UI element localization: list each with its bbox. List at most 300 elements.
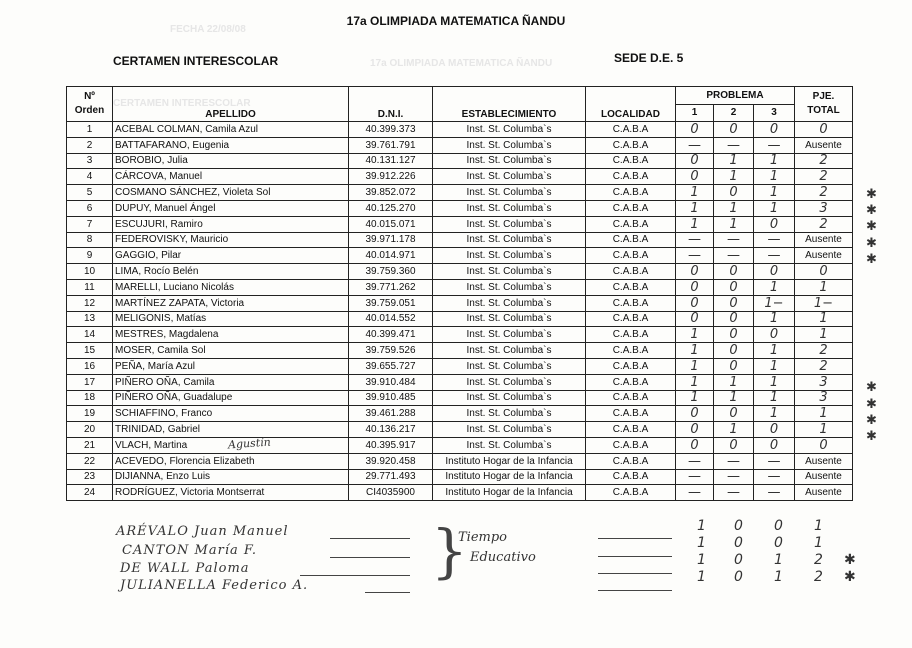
extra-name-2: CANTON María F. bbox=[122, 543, 257, 558]
row-number: 2 bbox=[67, 137, 113, 153]
row-dni: 40.395.917 bbox=[349, 437, 433, 453]
row-score-p2: 1 bbox=[714, 169, 754, 185]
row-score-p1: — bbox=[676, 137, 714, 153]
row-localidad: C.A.B.A bbox=[586, 406, 676, 422]
row-localidad: C.A.B.A bbox=[586, 485, 676, 501]
row-score-p3: 1 bbox=[754, 153, 795, 169]
row-number: 9 bbox=[67, 248, 113, 264]
table-row bbox=[67, 248, 853, 264]
table-row bbox=[67, 169, 853, 185]
table-row bbox=[67, 153, 853, 169]
row-score-p3: 0 bbox=[754, 422, 795, 438]
row-score-p1: 0 bbox=[676, 122, 714, 138]
row-score-p3: 0 bbox=[754, 264, 795, 280]
row-name: ACEVEDO, Florencia Elizabeth bbox=[113, 453, 349, 469]
row-name: VLACH, Martina bbox=[113, 437, 349, 453]
col-p1: 1 bbox=[676, 104, 714, 122]
row-score-p2: 1 bbox=[714, 374, 754, 390]
extra-score-star: ✱ bbox=[844, 569, 856, 585]
extra-score-p1: 1 bbox=[697, 535, 706, 551]
row-score-p2: 0 bbox=[714, 358, 754, 374]
table-row bbox=[67, 327, 853, 343]
extra-score-p1: 1 bbox=[697, 518, 706, 534]
row-number: 5 bbox=[67, 185, 113, 201]
row-total: 3 bbox=[795, 374, 853, 390]
row-score-p3: 1 bbox=[754, 343, 795, 359]
row-localidad: C.A.B.A bbox=[586, 358, 676, 374]
row-total: 2 bbox=[795, 153, 853, 169]
row-number: 13 bbox=[67, 311, 113, 327]
row-score-p1: — bbox=[676, 469, 714, 485]
row-localidad: C.A.B.A bbox=[586, 169, 676, 185]
row-number: 21 bbox=[67, 437, 113, 453]
row-score-p3: 1 bbox=[754, 311, 795, 327]
col-apellido: APELLIDO bbox=[113, 87, 349, 122]
row-score-p3: 0 bbox=[754, 437, 795, 453]
row-dni: 29.771.493 bbox=[349, 469, 433, 485]
row-total: Ausente bbox=[795, 469, 853, 485]
row-establecimiento: Inst. St. Columba`s bbox=[433, 343, 586, 359]
table-row bbox=[67, 216, 853, 232]
table-row bbox=[67, 437, 853, 453]
group-brace: } bbox=[431, 517, 468, 585]
row-score-p2: 1 bbox=[714, 200, 754, 216]
row-total: Ausente bbox=[795, 485, 853, 501]
check-mark: ✱ bbox=[866, 203, 877, 219]
row-dni: 40.014.971 bbox=[349, 248, 433, 264]
row-dni: 40.399.373 bbox=[349, 122, 433, 138]
row-number: 23 bbox=[67, 469, 113, 485]
row-dni: 40.125.270 bbox=[349, 200, 433, 216]
row-total: 2 bbox=[795, 216, 853, 232]
row-name: BATTAFARANO, Eugenia bbox=[113, 137, 349, 153]
row-number: 7 bbox=[67, 216, 113, 232]
extra-score-p2: 0 bbox=[734, 569, 743, 585]
extra-name-4: JULIANELLA Federico A. bbox=[120, 578, 309, 593]
col-p3: 3 bbox=[754, 104, 795, 122]
row-name: CÁRCOVA, Manuel bbox=[113, 169, 349, 185]
row-name: SCHIAFFINO, Franco bbox=[113, 406, 349, 422]
row-establecimiento: Inst. St. Columba`s bbox=[433, 311, 586, 327]
row-number: 12 bbox=[67, 295, 113, 311]
col-problema: PROBLEMA bbox=[676, 87, 795, 105]
sede-label: SEDE D.E. 5 bbox=[614, 51, 684, 65]
row-score-p1: — bbox=[676, 232, 714, 248]
extra-underline bbox=[300, 575, 410, 576]
row-establecimiento: Inst. St. Columba`s bbox=[433, 406, 586, 422]
row-score-p2: — bbox=[714, 453, 754, 469]
row-score-p1: 0 bbox=[676, 422, 714, 438]
row-score-p1: 0 bbox=[676, 295, 714, 311]
row-score-p3: — bbox=[754, 232, 795, 248]
extra-score-p1: 1 bbox=[697, 569, 706, 585]
row-score-p2: 1 bbox=[714, 153, 754, 169]
row-number: 19 bbox=[67, 406, 113, 422]
table-row bbox=[67, 390, 853, 406]
row-number: 11 bbox=[67, 279, 113, 295]
extra-underline bbox=[598, 573, 672, 574]
row-score-p3: — bbox=[754, 453, 795, 469]
check-mark: ✱ bbox=[866, 396, 877, 412]
extra-underline bbox=[598, 556, 672, 557]
row-establecimiento: Inst. St. Columba`s bbox=[433, 390, 586, 406]
table-row bbox=[67, 343, 853, 359]
row-total: 1 bbox=[795, 422, 853, 438]
row-dni: 39.759.526 bbox=[349, 343, 433, 359]
row-establecimiento: Inst. St. Columba`s bbox=[433, 200, 586, 216]
row-total: 2 bbox=[795, 343, 853, 359]
row-localidad: C.A.B.A bbox=[586, 137, 676, 153]
row-dni: CI4035900 bbox=[349, 485, 433, 501]
bleed-through-text: CERTAMEN INTERESCOLAR bbox=[113, 98, 251, 109]
row-dni: 40.136.217 bbox=[349, 422, 433, 438]
row-number: 24 bbox=[67, 485, 113, 501]
row-dni: 39.759.051 bbox=[349, 295, 433, 311]
row-dni: 40.399.471 bbox=[349, 327, 433, 343]
row-establecimiento: Inst. St. Columba`s bbox=[433, 122, 586, 138]
group-label-tiempo: Tiempo bbox=[458, 530, 507, 545]
row-name: FEDEROVISKY, Mauricio bbox=[113, 232, 349, 248]
row-localidad: C.A.B.A bbox=[586, 390, 676, 406]
row-establecimiento: Inst. St. Columba`s bbox=[433, 137, 586, 153]
row-score-p1: 0 bbox=[676, 264, 714, 280]
row-score-p1: 0 bbox=[676, 437, 714, 453]
row-total: 1 bbox=[795, 311, 853, 327]
row-establecimiento: Instituto Hogar de la Infancia bbox=[433, 485, 586, 501]
table-row bbox=[67, 200, 853, 216]
table-row bbox=[67, 358, 853, 374]
row-score-p3: 1 bbox=[754, 406, 795, 422]
row-number: 3 bbox=[67, 153, 113, 169]
row-localidad: C.A.B.A bbox=[586, 469, 676, 485]
row-score-p1: 0 bbox=[676, 279, 714, 295]
row-dni: 39.771.262 bbox=[349, 279, 433, 295]
row-establecimiento: Inst. St. Columba`s bbox=[433, 169, 586, 185]
row-total: 1 bbox=[795, 327, 853, 343]
row-score-p2: 0 bbox=[714, 122, 754, 138]
extra-score-total: 1 bbox=[814, 535, 823, 551]
row-localidad: C.A.B.A bbox=[586, 374, 676, 390]
row-dni: 39.655.727 bbox=[349, 358, 433, 374]
row-dni: 39.910.484 bbox=[349, 374, 433, 390]
row-score-p3: 0 bbox=[754, 122, 795, 138]
row-score-p2: — bbox=[714, 485, 754, 501]
row-dni: 39.852.072 bbox=[349, 185, 433, 201]
col-dni: D.N.I. bbox=[349, 87, 433, 122]
row-name: DUPUY, Manuel Ángel bbox=[113, 200, 349, 216]
row-number: 20 bbox=[67, 422, 113, 438]
col-orden: Nº Orden bbox=[67, 87, 113, 122]
row-name: PEÑA, María Azul bbox=[113, 358, 349, 374]
row-score-p3: 1 bbox=[754, 169, 795, 185]
row-score-p3: 1 bbox=[754, 374, 795, 390]
row-score-p3: 1− bbox=[754, 295, 795, 311]
row-establecimiento: Inst. St. Columba`s bbox=[433, 358, 586, 374]
extra-score-p2: 0 bbox=[734, 535, 743, 551]
row-localidad: C.A.B.A bbox=[586, 185, 676, 201]
row-score-p3: — bbox=[754, 137, 795, 153]
row-score-p1: 1 bbox=[676, 216, 714, 232]
check-mark: ✱ bbox=[866, 428, 877, 444]
check-mark: ✱ bbox=[866, 251, 877, 267]
row-dni: 39.971.178 bbox=[349, 232, 433, 248]
col-localidad: LOCALIDAD bbox=[586, 87, 676, 122]
bleed-through-text: 17a OLIMPIADA MATEMATICA ÑANDU bbox=[370, 58, 553, 69]
row-score-p2: 0 bbox=[714, 437, 754, 453]
table-row bbox=[67, 374, 853, 390]
row-number: 1 bbox=[67, 122, 113, 138]
row-score-p1: 0 bbox=[676, 311, 714, 327]
row-score-p3: 0 bbox=[754, 216, 795, 232]
row-score-p3: 1 bbox=[754, 200, 795, 216]
extra-score-total: 1 bbox=[814, 518, 823, 534]
row-score-p1: 1 bbox=[676, 185, 714, 201]
row-localidad: C.A.B.A bbox=[586, 232, 676, 248]
row-name: PIÑERO OÑA, Camila bbox=[113, 374, 349, 390]
extra-score-star: ✱ bbox=[844, 552, 856, 568]
row-score-p2: 1 bbox=[714, 216, 754, 232]
row-score-p2: 0 bbox=[714, 406, 754, 422]
row-score-p2: — bbox=[714, 232, 754, 248]
row-name: MARTÍNEZ ZAPATA, Victoria bbox=[113, 295, 349, 311]
handwritten-note: Agustín bbox=[227, 435, 272, 452]
row-score-p3: 1 bbox=[754, 358, 795, 374]
row-name: ACEBAL COLMAN, Camila Azul bbox=[113, 122, 349, 138]
row-localidad: C.A.B.A bbox=[586, 453, 676, 469]
row-total: 3 bbox=[795, 200, 853, 216]
row-name: MESTRES, Magdalena bbox=[113, 327, 349, 343]
extra-underline bbox=[598, 590, 672, 591]
extra-score-total: 2 bbox=[814, 569, 823, 585]
row-number: 16 bbox=[67, 358, 113, 374]
check-mark: ✱ bbox=[866, 412, 877, 428]
col-establecimiento: ESTABLECIMIENTO bbox=[433, 87, 586, 122]
table-row bbox=[67, 137, 853, 153]
row-localidad: C.A.B.A bbox=[586, 327, 676, 343]
extra-underline bbox=[330, 538, 410, 539]
row-score-p2: — bbox=[714, 469, 754, 485]
row-score-p2: 0 bbox=[714, 185, 754, 201]
row-score-p3: — bbox=[754, 248, 795, 264]
row-number: 6 bbox=[67, 200, 113, 216]
row-score-p1: 0 bbox=[676, 169, 714, 185]
page-title: 17a OLIMPIADA MATEMATICA ÑANDU bbox=[346, 14, 566, 28]
row-name: RODRÍGUEZ, Victoria Montserrat bbox=[113, 485, 349, 501]
group-label-educativo: Educativo bbox=[470, 550, 536, 565]
row-name: COSMANO SÁNCHEZ, Violeta Sol bbox=[113, 185, 349, 201]
row-score-p1: 1 bbox=[676, 374, 714, 390]
row-establecimiento: Inst. St. Columba`s bbox=[433, 232, 586, 248]
row-establecimiento: Inst. St. Columba`s bbox=[433, 374, 586, 390]
row-score-p2: 0 bbox=[714, 311, 754, 327]
row-establecimiento: Inst. St. Columba`s bbox=[433, 295, 586, 311]
row-score-p3: 0 bbox=[754, 327, 795, 343]
row-score-p1: 1 bbox=[676, 327, 714, 343]
row-score-p3: — bbox=[754, 469, 795, 485]
check-mark: ✱ bbox=[866, 380, 877, 396]
row-total: 3 bbox=[795, 390, 853, 406]
row-number: 10 bbox=[67, 264, 113, 280]
row-establecimiento: Inst. St. Columba`s bbox=[433, 185, 586, 201]
row-name: ESCUJURI, Ramiro bbox=[113, 216, 349, 232]
extra-underline bbox=[330, 557, 410, 558]
row-total: 0 bbox=[795, 437, 853, 453]
row-localidad: C.A.B.A bbox=[586, 122, 676, 138]
table-row bbox=[67, 185, 853, 201]
total-label: TOTAL bbox=[807, 105, 840, 116]
row-score-p2: — bbox=[714, 137, 754, 153]
row-localidad: C.A.B.A bbox=[586, 437, 676, 453]
row-establecimiento: Inst. St. Columba`s bbox=[433, 264, 586, 280]
row-number: 18 bbox=[67, 390, 113, 406]
row-score-p1: — bbox=[676, 248, 714, 264]
row-score-p2: 0 bbox=[714, 279, 754, 295]
row-dni: 39.761.791 bbox=[349, 137, 433, 153]
row-total: 0 bbox=[795, 122, 853, 138]
certamen-label: CERTAMEN INTERESCOLAR bbox=[113, 54, 279, 68]
row-name: PIÑERO OÑA, Guadalupe bbox=[113, 390, 349, 406]
row-localidad: C.A.B.A bbox=[586, 200, 676, 216]
header-row bbox=[67, 87, 853, 105]
extra-score-p1: 1 bbox=[697, 552, 706, 568]
row-total: 1− bbox=[795, 295, 853, 311]
table-row bbox=[67, 122, 853, 138]
check-mark: ✱ bbox=[866, 187, 877, 203]
extra-score-p2: 0 bbox=[734, 552, 743, 568]
row-name: MARELLI, Luciano Nicolás bbox=[113, 279, 349, 295]
check-mark: ✱ bbox=[866, 235, 877, 251]
row-score-p2: — bbox=[714, 248, 754, 264]
row-dni: 40.015.071 bbox=[349, 216, 433, 232]
table-row bbox=[67, 485, 853, 501]
row-name: MELIGONIS, Matías bbox=[113, 311, 349, 327]
row-score-p1: — bbox=[676, 485, 714, 501]
row-total: 1 bbox=[795, 406, 853, 422]
row-establecimiento: Inst. St. Columba`s bbox=[433, 437, 586, 453]
row-establecimiento: Instituto Hogar de la Infancia bbox=[433, 453, 586, 469]
extra-underline bbox=[365, 592, 410, 593]
extra-underline bbox=[598, 538, 672, 539]
row-establecimiento: Inst. St. Columba`s bbox=[433, 248, 586, 264]
table-row bbox=[67, 264, 853, 280]
extra-name-3: DE WALL Paloma bbox=[120, 561, 250, 576]
row-total: Ausente bbox=[795, 453, 853, 469]
row-total: 0 bbox=[795, 264, 853, 280]
row-name: MOSER, Camila Sol bbox=[113, 343, 349, 359]
col-p2: 2 bbox=[714, 104, 754, 122]
extra-score-p2: 0 bbox=[734, 518, 743, 534]
row-total: Ausente bbox=[795, 232, 853, 248]
row-name: GAGGIO, Pilar bbox=[113, 248, 349, 264]
row-total: 2 bbox=[795, 169, 853, 185]
table-row bbox=[67, 422, 853, 438]
row-localidad: C.A.B.A bbox=[586, 264, 676, 280]
row-establecimiento: Inst. St. Columba`s bbox=[433, 327, 586, 343]
row-localidad: C.A.B.A bbox=[586, 279, 676, 295]
row-dni: 39.912.226 bbox=[349, 169, 433, 185]
row-score-p1: 0 bbox=[676, 406, 714, 422]
row-score-p2: 0 bbox=[714, 295, 754, 311]
row-score-p2: 0 bbox=[714, 327, 754, 343]
table-row bbox=[67, 279, 853, 295]
row-score-p1: 1 bbox=[676, 343, 714, 359]
row-total: 2 bbox=[795, 358, 853, 374]
row-establecimiento: Inst. St. Columba`s bbox=[433, 216, 586, 232]
row-number: 15 bbox=[67, 343, 113, 359]
table-row bbox=[67, 453, 853, 469]
row-establecimiento: Instituto Hogar de la Infancia bbox=[433, 469, 586, 485]
row-score-p3: 1 bbox=[754, 185, 795, 201]
row-localidad: C.A.B.A bbox=[586, 295, 676, 311]
extra-score-p3: 0 bbox=[774, 518, 783, 534]
row-dni: 39.910.485 bbox=[349, 390, 433, 406]
table-row bbox=[67, 295, 853, 311]
extra-score-p3: 1 bbox=[774, 552, 783, 568]
extra-score-p3: 0 bbox=[774, 535, 783, 551]
row-score-p2: 1 bbox=[714, 422, 754, 438]
row-establecimiento: Inst. St. Columba`s bbox=[433, 153, 586, 169]
row-total: Ausente bbox=[795, 137, 853, 153]
col-pje-total bbox=[795, 87, 853, 122]
row-number: 8 bbox=[67, 232, 113, 248]
row-score-p1: 1 bbox=[676, 358, 714, 374]
row-dni: 40.014.552 bbox=[349, 311, 433, 327]
table-row bbox=[67, 406, 853, 422]
row-establecimiento: Inst. St. Columba`s bbox=[433, 279, 586, 295]
row-dni: 39.920.458 bbox=[349, 453, 433, 469]
row-number: 14 bbox=[67, 327, 113, 343]
table-row bbox=[67, 469, 853, 485]
row-name: BOROBIO, Julia bbox=[113, 153, 349, 169]
row-score-p3: 1 bbox=[754, 390, 795, 406]
pje-label: PJE. bbox=[812, 91, 835, 102]
row-number: 4 bbox=[67, 169, 113, 185]
row-score-p1: 1 bbox=[676, 200, 714, 216]
row-localidad: C.A.B.A bbox=[586, 343, 676, 359]
row-score-p3: 1 bbox=[754, 279, 795, 295]
row-score-p1: 0 bbox=[676, 153, 714, 169]
row-number: 22 bbox=[67, 453, 113, 469]
row-dni: 40.131.127 bbox=[349, 153, 433, 169]
table-row bbox=[67, 311, 853, 327]
row-name: DIJIANNA, Enzo Luis bbox=[113, 469, 349, 485]
row-score-p2: 1 bbox=[714, 390, 754, 406]
check-mark: ✱ bbox=[866, 219, 877, 235]
row-localidad: C.A.B.A bbox=[586, 153, 676, 169]
row-number: 17 bbox=[67, 374, 113, 390]
row-name: TRINIDAD, Gabriel bbox=[113, 422, 349, 438]
row-score-p1: — bbox=[676, 453, 714, 469]
bleed-through-text: FECHA 22/08/08 bbox=[170, 24, 246, 35]
row-score-p2: 0 bbox=[714, 264, 754, 280]
row-total: Ausente bbox=[795, 248, 853, 264]
row-dni: 39.461.288 bbox=[349, 406, 433, 422]
row-localidad: C.A.B.A bbox=[586, 248, 676, 264]
results-table bbox=[66, 86, 853, 501]
row-establecimiento: Inst. St. Columba`s bbox=[433, 422, 586, 438]
extra-score-p3: 1 bbox=[774, 569, 783, 585]
row-total: 2 bbox=[795, 185, 853, 201]
row-localidad: C.A.B.A bbox=[586, 311, 676, 327]
row-localidad: C.A.B.A bbox=[586, 216, 676, 232]
row-score-p2: 0 bbox=[714, 343, 754, 359]
extra-score-total: 2 bbox=[814, 552, 823, 568]
table-row bbox=[67, 232, 853, 248]
row-total: 1 bbox=[795, 279, 853, 295]
row-localidad: C.A.B.A bbox=[586, 422, 676, 438]
extra-name-1: ARÉVALO Juan Manuel bbox=[116, 524, 289, 539]
row-score-p3: — bbox=[754, 485, 795, 501]
